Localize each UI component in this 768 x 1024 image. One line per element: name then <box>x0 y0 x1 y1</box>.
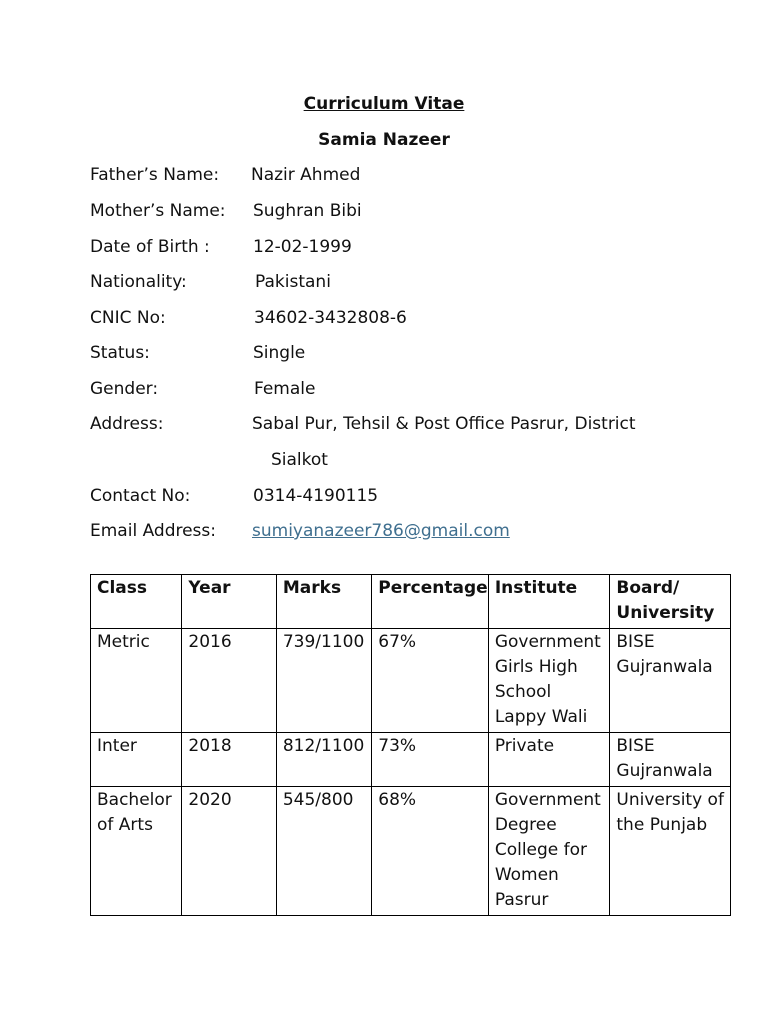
fathers-name-label: Father’s Name: <box>90 165 220 185</box>
date-of-birth-label: Date of Birth : <box>90 237 210 257</box>
cell-percentage: 67% <box>372 629 489 733</box>
header-percentage: Percentage <box>372 575 489 629</box>
cell-board: BISE Gujranwala <box>610 629 731 733</box>
cell-marks: 812/1100 <box>276 733 371 787</box>
cnic-value: 34602-3432808-6 <box>254 308 407 328</box>
cell-institute: Private <box>488 733 610 787</box>
header-marks: Marks <box>276 575 371 629</box>
header-institute: Institute <box>488 575 610 629</box>
contact-label: Contact No: <box>90 486 191 506</box>
cell-year: 2020 <box>182 787 276 916</box>
cell-year: 2018 <box>182 733 276 787</box>
email-link[interactable]: sumiyanazeer786@gmail.com <box>252 521 510 541</box>
status-label: Status: <box>90 343 150 363</box>
gender-value: Female <box>254 379 316 399</box>
table-row <box>91 629 731 733</box>
cell-class: Bachelor of Arts <box>91 787 182 916</box>
contact-value: 0314-4190115 <box>253 486 379 506</box>
cell-year: 2016 <box>182 629 276 733</box>
table-row <box>91 787 731 916</box>
header-class: Class <box>91 575 182 629</box>
cell-board: BISE Gujranwala <box>610 733 731 787</box>
cnic-label: CNIC No: <box>90 308 166 328</box>
cell-class: Metric <box>91 629 182 733</box>
table-row <box>91 733 731 787</box>
education-table <box>90 574 731 916</box>
nationality-value: Pakistani <box>255 272 331 292</box>
cell-board: University of the Punjab <box>610 787 731 916</box>
status-value: Single <box>253 343 306 363</box>
table-header-row <box>91 575 731 629</box>
mothers-name-label: Mother’s Name: <box>90 201 226 221</box>
header-board-university: Board/ University <box>610 575 731 629</box>
date-of-birth-value: 12-02-1999 <box>253 237 352 257</box>
email-label: Email Address: <box>90 521 216 541</box>
gender-label: Gender: <box>90 379 159 399</box>
header-year: Year <box>182 575 276 629</box>
address-value: Sabal Pur, Tehsil & Post Office Pasrur, District <box>252 414 636 434</box>
cell-institute: Government Girls High School Lappy Wali <box>488 629 610 733</box>
address-label: Address: <box>90 414 164 434</box>
cell-percentage: 68% <box>372 787 489 916</box>
cell-class: Inter <box>91 733 182 787</box>
mothers-name-value: Sughran Bibi <box>253 201 362 221</box>
cell-percentage: 73% <box>372 733 489 787</box>
cell-institute: Government Degree College for Women Pasrur <box>488 787 610 916</box>
fathers-name-value: Nazir Ahmed <box>251 165 361 185</box>
candidate-name: Samia Nazeer <box>318 130 450 150</box>
address-continuation-value: Sialkot <box>271 450 328 470</box>
cell-marks: 545/800 <box>276 787 371 916</box>
document-title: Curriculum Vitae <box>303 94 465 114</box>
cell-marks: 739/1100 <box>276 629 371 733</box>
nationality-label: Nationality: <box>90 272 187 292</box>
